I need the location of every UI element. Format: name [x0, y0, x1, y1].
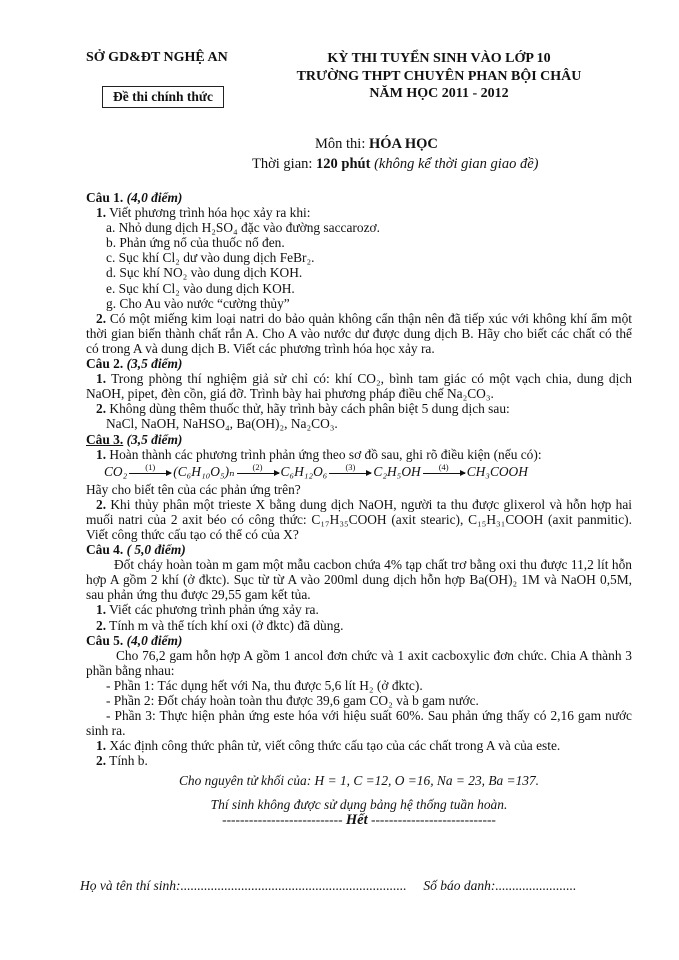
q1-item-b: b. Phản ứng nổ của thuốc nổ đen. [106, 235, 285, 251]
q4-part-1: 1. Viết các phương trình phản ứng xảy ra. [96, 602, 319, 618]
q1-item-d: d. Sục khí NO₂ vào dung dịch KOH. [106, 265, 303, 281]
end-marker: --------------------------- Hết ---------------------------- [222, 811, 496, 828]
scheme-compound: C₆H₁₂O₆ [280, 464, 328, 480]
q1-part-1: 1. Viết phương trình hóa học xảy ra khi: [96, 205, 311, 221]
scheme-compound: CO₂ [104, 464, 128, 480]
time-label: Thời gian: [252, 156, 317, 172]
q1-part-2: 2. Có một miếng kim loại natri do bảo quản không cẩn thận nên đã tiếp xúc với không khí ẩm một thời gian biến thành chất rắn A. Cho A vào nước dư được dung dịch B. Hãy cho biết các chất có thể có trong A và dung dịch B. Viết các phương trình hóa học xảy ra. [86, 310, 632, 356]
question-5-heading: Câu 5. (4,0 điểm) [86, 632, 183, 648]
q4-text: Đốt cháy hoàn toàn m gam một mẫu cacbon chứa 4% tạp chất trơ bằng oxi thu được 11,2 lít hỗn hợp A gồm 2 khí (ở đktc). Sục từ từ A vào 200ml dung dịch hỗn hợp Ba(OH)₂ 1M và NaOH 0,5M, sau phản ứng thu được 29,55 gam kết tủa. [86, 557, 632, 603]
exam-content [86, 190, 632, 828]
q2-part-2: 2. Không dùng thêm thuốc thử, hãy trình bày cách phân biệt 5 dung dịch sau: [96, 401, 510, 417]
q1-item-c: c. Sục khí Cl₂ dư vào dung dịch FeBr₂. [106, 250, 315, 266]
exam-title: KỲ THI TUYỂN SINH VÀO LỚP 10 [327, 51, 551, 66]
subject-label: Môn thi: [315, 136, 369, 152]
scheme-compound: CH₃COOH [466, 464, 528, 480]
q4-part-2: 2. Tính m và thể tích khí oxi (ở đktc) đã dùng. [96, 617, 344, 633]
candidate-id-field: Số báo danh:........................ [423, 878, 577, 893]
question-2-heading: Câu 2. (3,5 điểm) [86, 356, 183, 372]
official-exam-badge: Đề thi chính thức [102, 86, 224, 108]
q2-solution-list: NaCl, NaOH, NaHSO₄, Ba(OH)₂, Na₂CO₃. [106, 416, 338, 432]
scheme-compound: (C₆H₁₀O₅)ₙ [173, 464, 235, 480]
question-1-heading: Câu 1. (4,0 điểm) [86, 190, 183, 205]
q1-item-a: a. Nhỏ dung dịch H₂SO₄ đặc vào đường saccarozơ. [106, 220, 380, 236]
q2-part-1: 1. Trong phòng thí nghiệm giả sử chỉ có: khí CO₂, bình tam giác có một vạch chia, dung dịch NaOH, pipet, đèn cồn, giá đỡ. Trình bày hai phương pháp điều chế Na₂CO₃. [86, 371, 632, 402]
q3-reaction-names-question: Hãy cho biết tên của các phản ứng trên? [86, 481, 301, 497]
q5-text: Cho 76,2 gam hỗn hợp A gồm 1 ancol đơn chức và 1 axit cacboxylic đơn chức. Chia A thành 3 phần bằng nhau: [86, 647, 632, 678]
time-note: (không kể thời gian giao đề) [374, 156, 539, 172]
subject-block [252, 134, 539, 174]
atomic-mass-note: Cho nguyên tử khối của: H = 1, C =12, O =16, Na = 23, Ba =137. [178, 773, 540, 789]
q1-item-g: g. Cho Au vào nước “cường thủy” [106, 295, 290, 311]
no-periodic-table-note: Thí sinh không được sử dụng bảng hệ thống tuần hoàn. [210, 796, 508, 812]
reaction-scheme [86, 462, 632, 482]
q3-part-1: 1. Hoàn thành các phương trình phản ứng theo sơ đồ sau, ghi rõ điều kiện (nếu có): [96, 446, 542, 462]
school-year: NĂM HỌC 2011 - 2012 [369, 86, 509, 101]
candidate-info [80, 878, 576, 894]
question-4-heading: Câu 4. ( 5,0 điểm) [86, 542, 186, 558]
q5-part-2: - Phần 2: Đốt cháy hoàn toàn thu được 39,6 gam CO₂ và b gam nước. [106, 693, 479, 708]
q5-sub-1: 1. Xác định công thức phân tử, viết công thức cấu tạo của các chất trong A và của este. [96, 738, 561, 754]
q5-sub-2: 2. Tính b. [96, 753, 148, 769]
candidate-name-field: Họ và tên thí sinh:................................................................... [80, 878, 407, 893]
exam-header [286, 50, 592, 103]
subject-name: HÓA HỌC [368, 136, 438, 152]
reaction-arrow: (2) [237, 470, 279, 474]
time-value: 120 phút [316, 156, 371, 172]
q1-item-e: e. Sục khí Cl₂ vào dung dịch KOH. [106, 280, 295, 296]
scheme-compound: C₂H₅OH [373, 464, 421, 480]
q5-part-1: - Phần 1: Tác dụng hết với Na, thu được 5,6 lít H₂ (ở đktc). [106, 677, 423, 693]
q5-part-3: - Phần 3: Thực hiện phản ứng este hóa với hiệu suất 60%. Sau phản ứng thấy có 2,16 gam nước sinh ra. [86, 708, 632, 739]
school-name: TRƯỜNG THPT CHUYÊN PHAN BỘI CHÂU [296, 68, 582, 84]
reaction-arrow: (1) [129, 470, 171, 474]
q3-part-2: 2. Khi thủy phân một trieste X bằng dung dịch NaOH, người ta thu được glixerol và hỗn hợp hai muối natri của 2 axit béo có công thức: C₁₇H₃₅COOH (axit stearic), C₁₅H₃₁COOH (axit panmitic). Viết công thức cấu tạo có thể có của X? [86, 496, 632, 542]
reaction-arrow: (4) [423, 470, 465, 474]
department-name: SỞ GD&ĐT NGHỆ AN [86, 50, 228, 65]
question-3-heading: Câu 3. (3,5 điểm) [86, 431, 183, 447]
reaction-arrow: (3) [329, 470, 371, 474]
